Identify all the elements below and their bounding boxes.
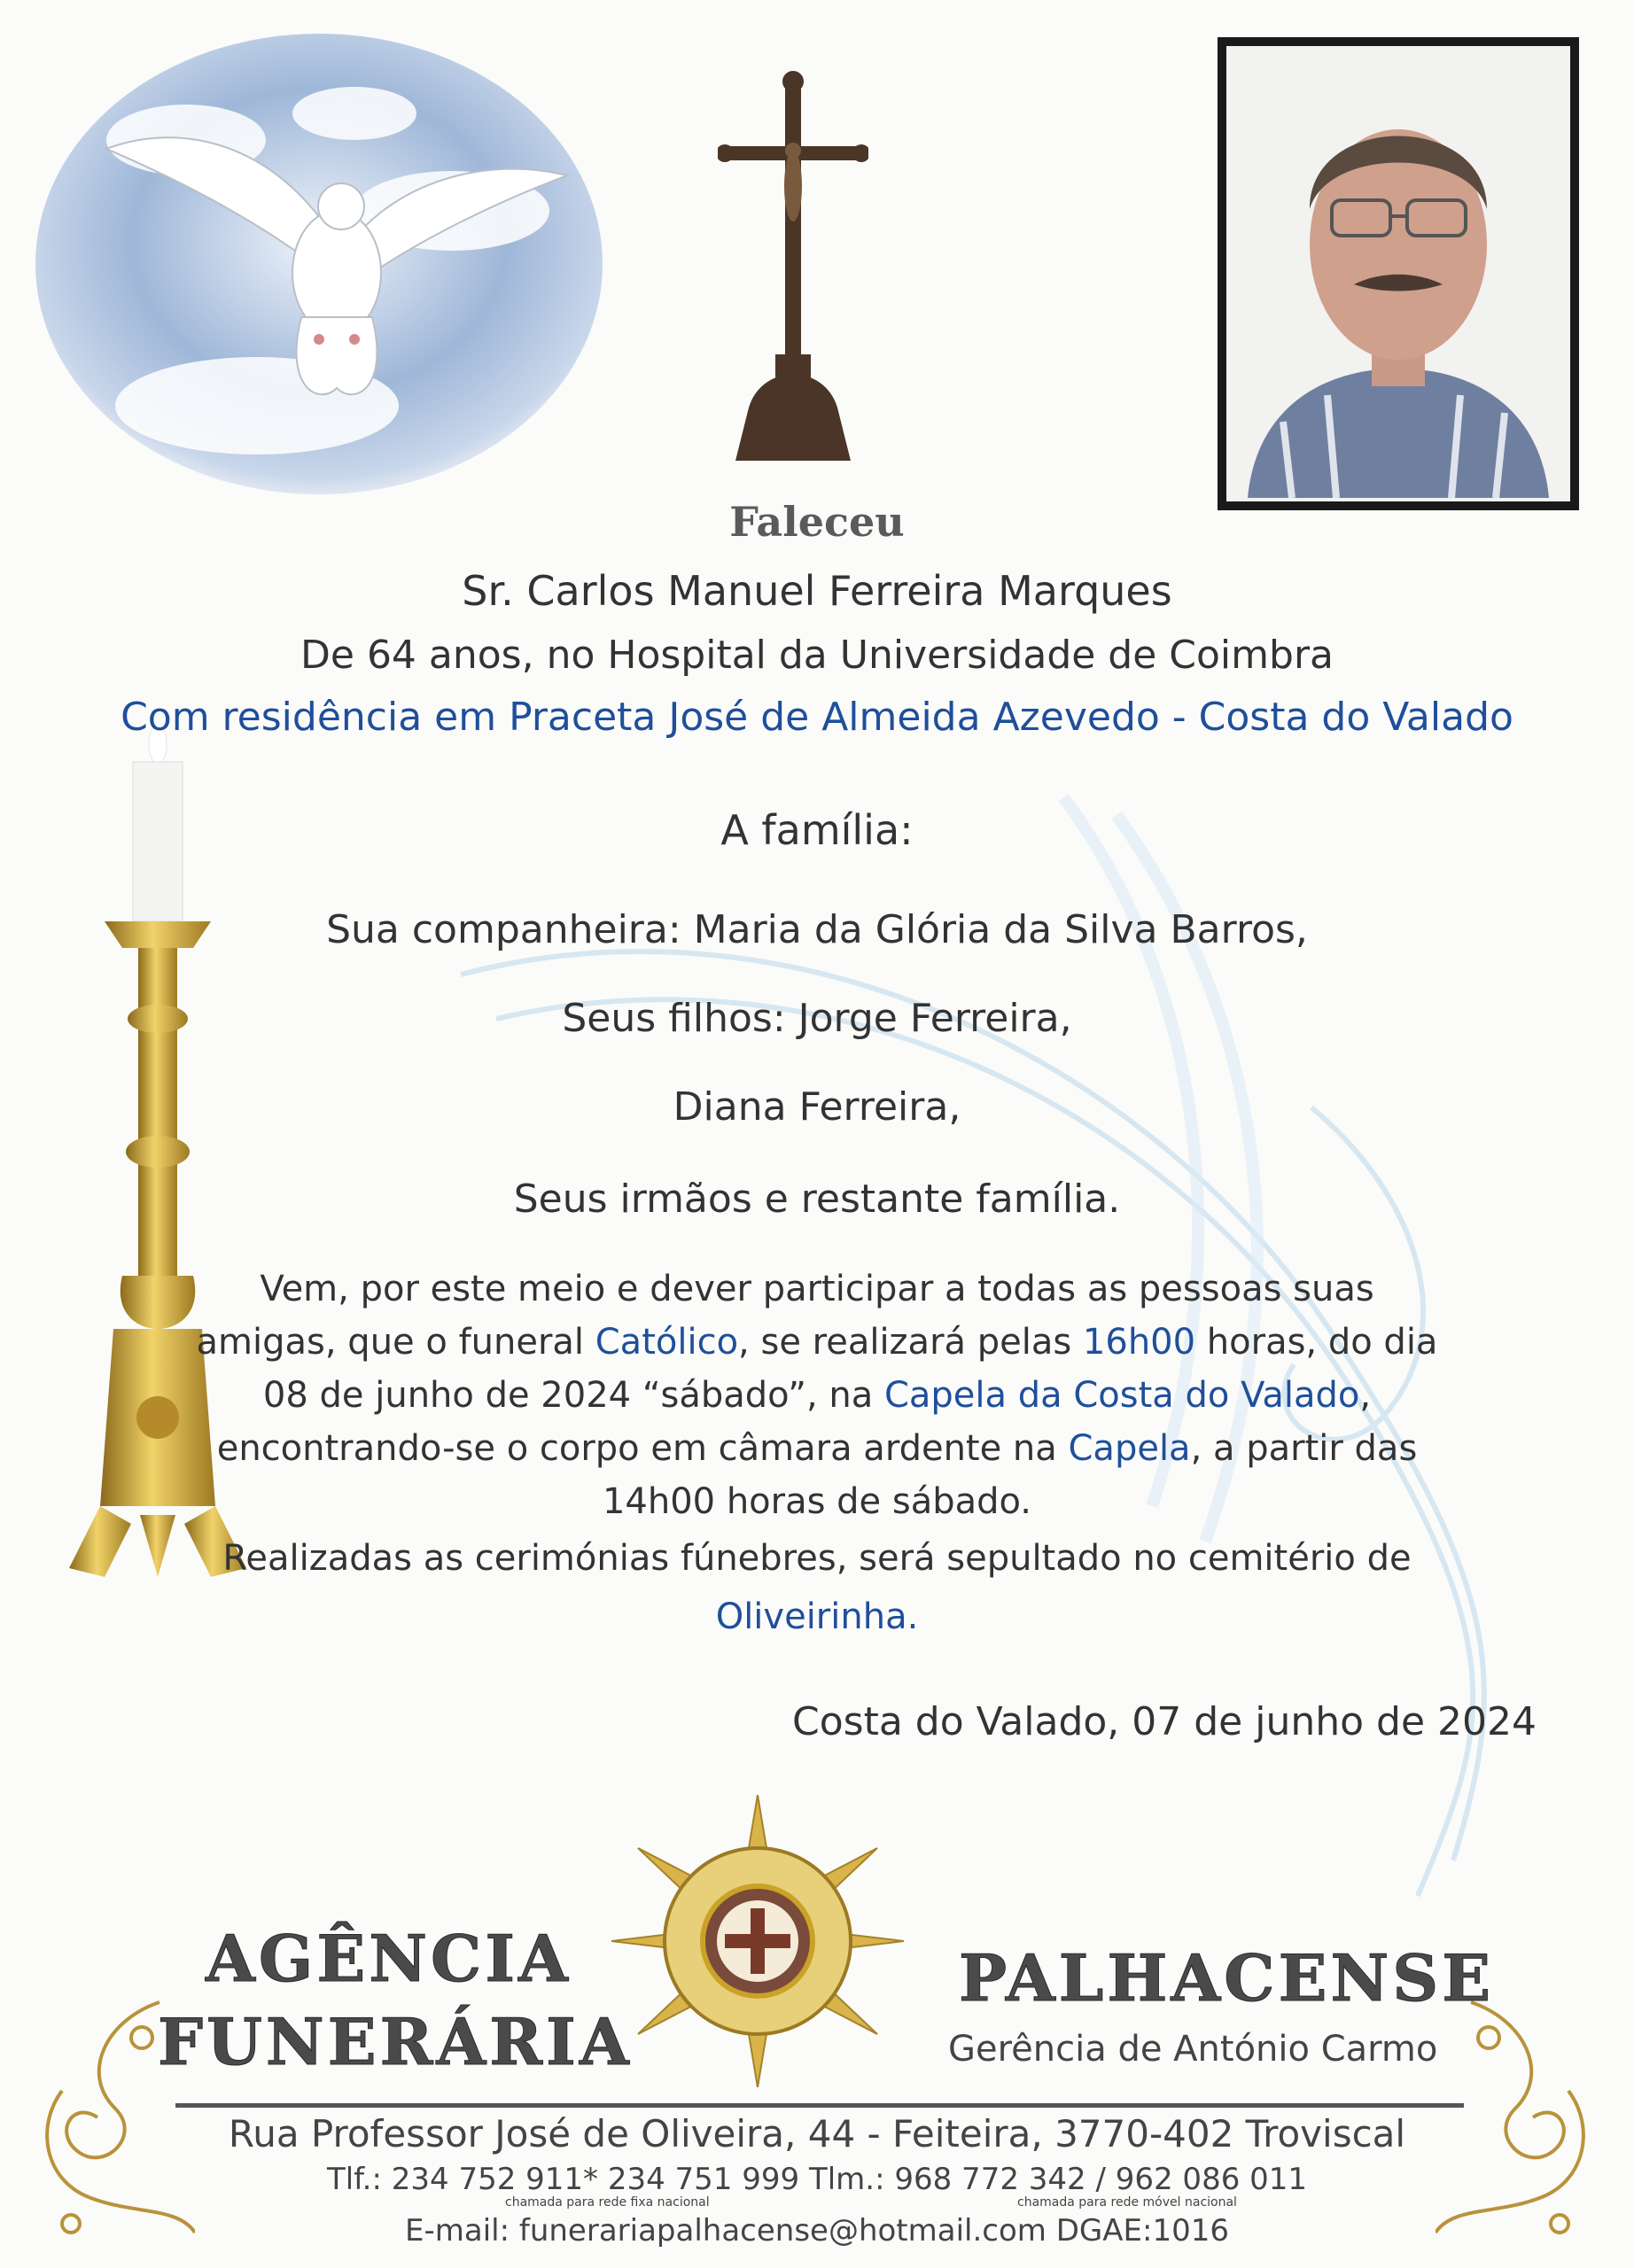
announcement-line-2 [0, 1322, 1634, 1363]
agency-brand-funeraria: FUNERÁRIA [158, 2004, 633, 2079]
portrait-photo [1226, 46, 1570, 501]
announcement-line-5: 14h00 horas de sábado. [602, 1481, 1032, 1522]
agency-phones: Tlf.: 234 752 911* 234 751 999 Tlm.: 968 772 342 / 962 086 011 [326, 2162, 1308, 2197]
dove-icon [35, 34, 603, 494]
family-title: A família: [720, 806, 914, 854]
text: , a partir das [1190, 1428, 1418, 1469]
text: Vem, por este meio e dever participar a todas as pessoas suas [260, 1269, 1374, 1309]
agency-manager: Gerência de António Carmo [948, 2029, 1438, 2070]
note-mobile-line: chamada para rede móvel nacional [1017, 2195, 1237, 2210]
text: amigas, que o funeral [196, 1322, 595, 1363]
deceased-name: Sr. Carlos Manuel Ferreira Marques [462, 567, 1172, 615]
text: encontrando-se o corpo em câmara ardente na [216, 1428, 1069, 1469]
announcement-line-3 [0, 1375, 1634, 1416]
family-siblings: Seus irmãos e restante família. [513, 1177, 1121, 1222]
person-icon [1230, 50, 1567, 498]
highlight-cemetery: Oliveirinha. [715, 1596, 919, 1637]
highlight-chapel: Capela [1068, 1428, 1191, 1469]
text: , se realizará pelas [738, 1322, 1083, 1363]
agency-email: E-mail: funerariapalhacense@hotmail.com DGAE:1016 [405, 2213, 1229, 2249]
agency-brand-palhacense: PALHACENSE [959, 1940, 1495, 2016]
highlight-chapel-name: Capela da Costa do Valado [883, 1375, 1360, 1416]
date-place: Costa do Valado, 07 de junho de 2024 [792, 1699, 1537, 1744]
dove-image [35, 34, 603, 494]
announcement-line-1 [0, 1269, 1634, 1309]
agency-address: Rua Professor José de Oliveira, 44 - Feiteira, 3770-402 Troviscal [228, 2112, 1406, 2155]
residence-line: Com residência em Praceta José de Almeida Azevedo - Costa do Valado [121, 695, 1513, 740]
portrait-frame [1218, 37, 1579, 510]
age-place-line: De 64 anos, no Hospital da Universidade de Coimbra [300, 633, 1334, 678]
highlight-time: 16h00 [1082, 1322, 1196, 1363]
crucifix-image [718, 71, 868, 470]
family-children-1: Seus filhos: Jorge Ferreira, [562, 996, 1072, 1041]
agency-seal-icon [611, 1795, 904, 2087]
highlight-catholic: Católico [595, 1322, 739, 1363]
agency-brand-agencia: AGÊNCIA [206, 1921, 572, 1996]
text: horas, do dia [1195, 1322, 1438, 1363]
note-fixed-line: chamada para rede fixa nacional [505, 2195, 710, 2210]
footer-divider [175, 2103, 1464, 2108]
crucifix-icon [718, 71, 868, 470]
text: , [1359, 1375, 1372, 1416]
announcement-line-4 [0, 1428, 1634, 1469]
family-children-2: Diana Ferreira, [673, 1084, 961, 1130]
text: 08 de junho de 2024 “sábado”, na [262, 1375, 884, 1416]
announcement-line-6: Realizadas as cerimónias fúnebres, será sepultado no cemitério de [222, 1538, 1412, 1579]
heading-faleceu: Faleceu [729, 498, 905, 546]
family-companion: Sua companheira: Maria da Glória da Silva Barros, [326, 907, 1308, 952]
